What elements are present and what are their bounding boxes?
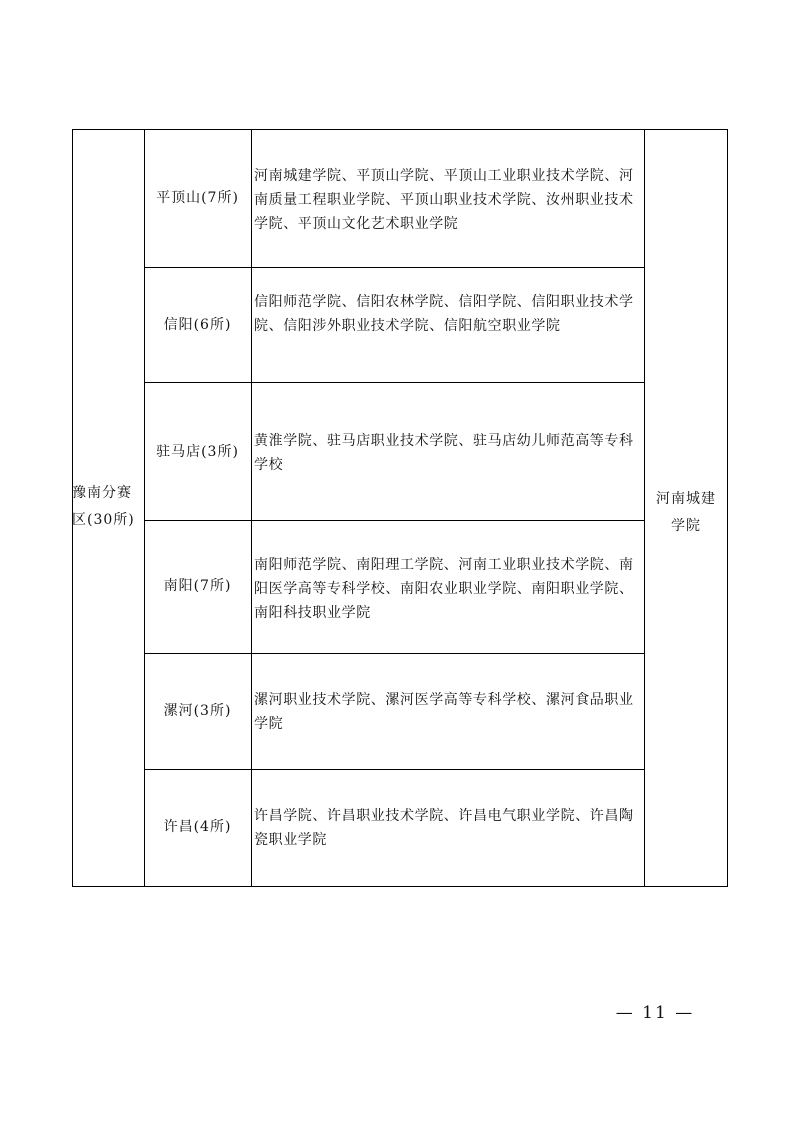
table-right-border [727,129,728,887]
table-top-border [72,129,728,130]
region-name-line1: 豫南分赛 [72,485,132,501]
schools-cell: 信阳师范学院、信阳农林学院、信阳学院、信阳职业技术学院、信阳涉外职业技术学院、信阳航空职业学院 [254,294,634,334]
schools-cell: 黄淮学院、驻马店职业技术学院、驻马店幼儿师范高等专科学校 [254,433,634,473]
schools-cell: 许昌学院、许昌职业技术学院、许昌电气职业学院、许昌陶瓷职业学院 [254,808,634,848]
city-cell: 许昌(4所) [163,819,232,835]
host-cell [645,486,727,540]
row-divider [144,769,644,770]
row-divider [144,267,644,268]
city-cell: 信阳(6所) [163,317,232,333]
host-line2: 学院 [671,518,701,534]
schools-cell: 南阳师范学院、南阳理工学院、河南工业职业技术学院、南阳医学高等专科学校、南阳农业职业学院、南阳职业学院、南阳科技职业学院 [254,557,634,621]
host-line1: 河南城建 [656,491,716,507]
column-divider-city [251,129,252,887]
schools-cell: 河南城建学院、平顶山学院、平顶山工业职业技术学院、河南质量工程职业学院、平顶山职业技术学院、汝州职业技术学院、平顶山文化艺术职业学院 [254,168,634,232]
city-cell: 驻马店(3所) [156,444,239,460]
column-divider-region [144,129,145,887]
city-cell: 漯河(3所) [163,703,232,719]
row-divider [144,653,644,654]
page-number: — 11 — [615,1003,695,1023]
row-divider [144,382,644,383]
row-divider [144,520,644,521]
city-cell: 南阳(7所) [163,578,232,594]
region-name-line2: 区(30所) [72,512,135,528]
city-cell: 平顶山(7所) [156,190,239,206]
region-cell [72,480,144,534]
schools-cell: 漯河职业技术学院、漯河医学高等专科学校、漯河食品职业学院 [254,692,634,732]
table-bottom-border [72,886,728,887]
